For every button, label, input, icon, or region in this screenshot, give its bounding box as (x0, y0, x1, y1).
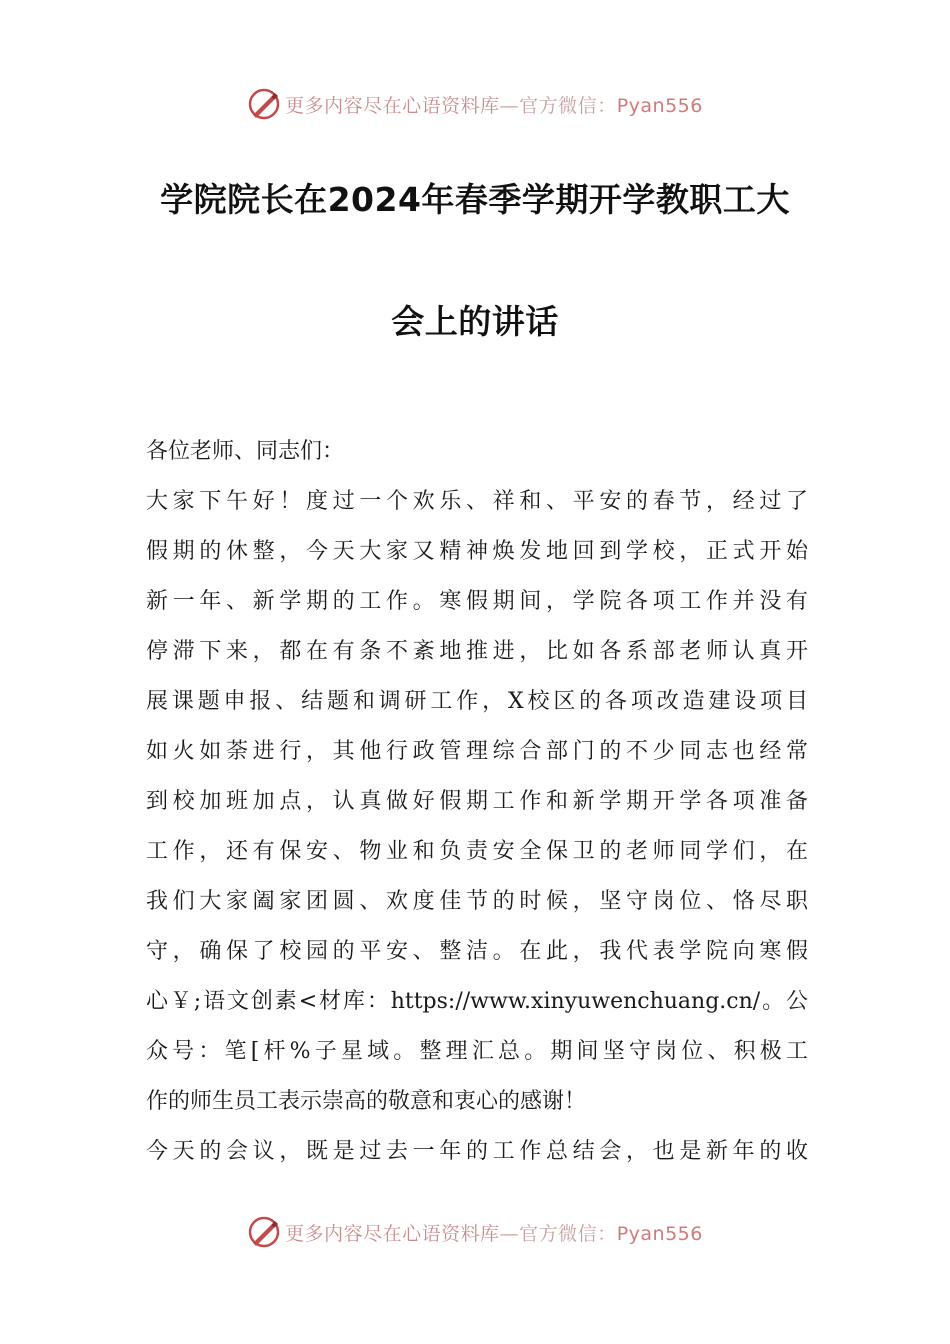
body-line: 守，确保了校园的平安、整洁。在此，我代表学院向寒假 (146, 939, 808, 964)
pen-logo-icon (247, 87, 281, 121)
body-line: 众号：笔[杆%子星域。整理汇总。期间坚守岗位、积极工 (146, 1039, 808, 1064)
body-line: 到校加班加点，认真做好假期工作和新学期开学各项准备 (146, 789, 808, 814)
body-line: 今天的会议，既是过去一年的工作总结会，也是新年的收 (146, 1139, 808, 1164)
document-title-line-2: 会上的讲话 (391, 302, 559, 341)
body-line: 工作，还有保安、物业和负责安全保卫的老师同学们，在 (146, 839, 808, 864)
footer-banner-text: 更多内容尽在心语资料库—官方微信：Pyan556 (285, 1222, 703, 1245)
body-line: 如火如荼进行，其他行政管理综合部门的不少同志也经常 (146, 739, 808, 764)
body-line: 心￥;语文创素<材库：https://www.xinyuwenchuang.cn/。公 (146, 989, 808, 1014)
pen-logo-icon (247, 1215, 281, 1249)
body-line: 展课题申报、结题和调研工作，X校区的各项改造建设项目 (146, 689, 808, 714)
body-line: 作的师生员工表示崇高的敬意和衷心的感谢！ (146, 1089, 587, 1114)
body-line: 我们大家阖家团圆、欢度佳节的时候，坚守岗位、恪尽职 (146, 889, 808, 914)
body-line: 假期的休整，今天大家又精神焕发地回到学校，正式开始 (146, 539, 808, 564)
document-title-line-1: 学院院长在2024年春季学期开学教职工大 (160, 180, 790, 219)
header-banner-text: 更多内容尽在心语资料库—官方微信：Pyan556 (285, 94, 703, 117)
body-line: 各位老师、同志们： (146, 439, 345, 464)
body-line: 停滞下来，都在有条不紊地推进，比如各系部老师认真开 (146, 639, 808, 664)
header-watermark-banner (0, 84, 950, 124)
body-line: 新一年、新学期的工作。寒假期间，学院各项工作并没有 (146, 589, 808, 614)
footer-watermark-banner (0, 1212, 950, 1252)
body-line: 大家下午好！度过一个欢乐、祥和、平安的春节，经过了 (146, 489, 808, 514)
